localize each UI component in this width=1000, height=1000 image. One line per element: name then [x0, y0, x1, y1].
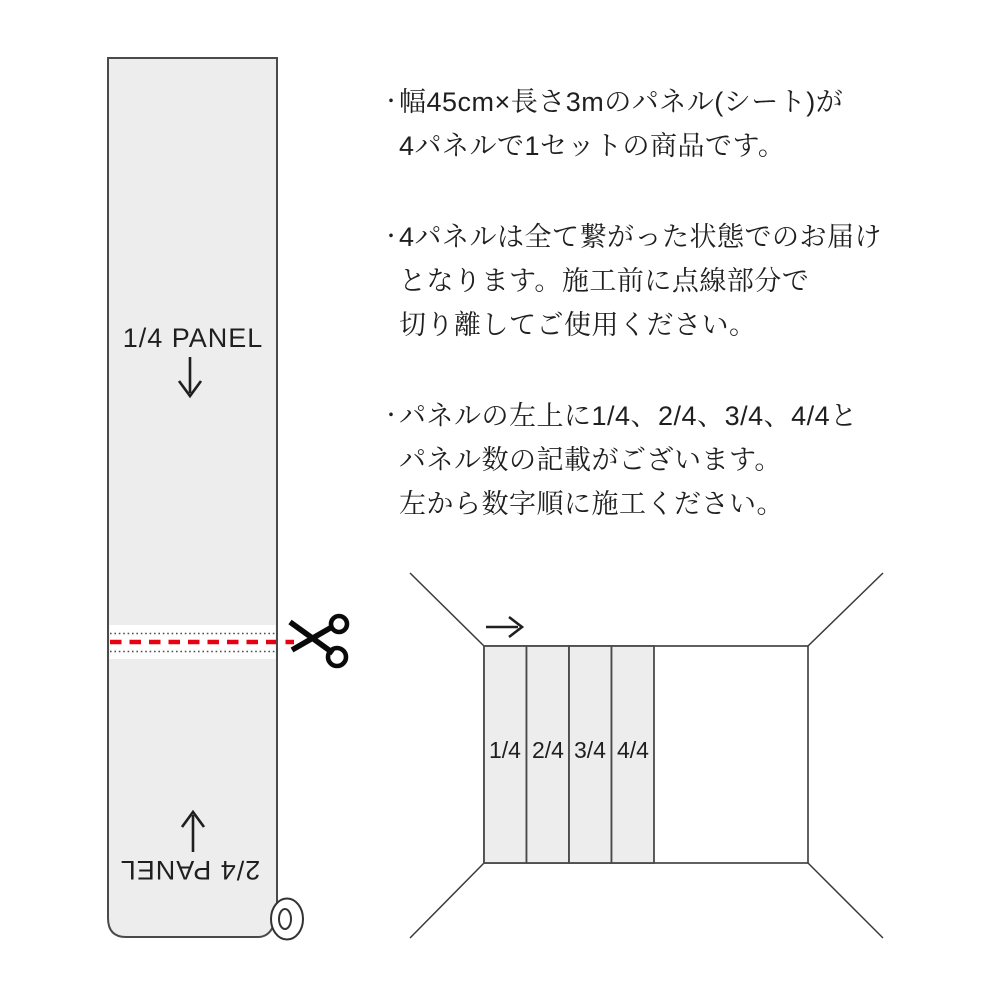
bullet-dot: ・ [381, 91, 401, 113]
wall-corner-line-bottom-left [410, 863, 484, 938]
sheet-panel-top-label: 1/4 PANEL [122, 323, 264, 353]
instruction-line: 4パネルで1セットの商品です。 [399, 131, 786, 161]
right-arrow-icon [486, 617, 522, 637]
wall-corner-line-top-right [808, 573, 883, 646]
instruction-item-3 [381, 394, 991, 526]
instruction-line: となります。施工前に点線部分で [399, 266, 810, 296]
bullet-dot: ・ [381, 405, 401, 427]
instruction-line: 幅45cm×長さ3mのパネル(シート)が [399, 87, 844, 117]
wall-panel-label-3: 3/4 [574, 737, 606, 763]
instruction-line: 切り離してご使用ください。 [399, 310, 757, 340]
sheet-panel-bottom-label: 2/4 PANEL [119, 855, 261, 885]
instruction-item-2 [381, 215, 991, 347]
wall-panel-label-4: 4/4 [617, 737, 649, 763]
instructions-list [381, 80, 991, 573]
bullet-dot: ・ [381, 226, 401, 248]
sheet-panel [108, 58, 277, 937]
instruction-line: パネル数の記載がございます。 [399, 445, 782, 475]
instruction-line: パネルの左上に1/4、2/4、3/4、4/4と [399, 401, 858, 431]
instruction-item-1 [381, 80, 991, 168]
instruction-line: 4パネルは全て繋がった状態でのお届け [399, 222, 883, 252]
wall-panel-label-2: 2/4 [532, 737, 564, 763]
wall-diagram [410, 573, 883, 938]
scissors-icon [290, 616, 347, 666]
wall-panel-label-1: 1/4 [489, 737, 521, 763]
instruction-line: 左から数字順に施工ください。 [399, 489, 784, 519]
wall-corner-line-bottom-right [808, 863, 883, 938]
wall-corner-line-top-left [410, 573, 484, 646]
sheet-diagram [108, 58, 347, 940]
paper-roll-core [279, 909, 291, 929]
